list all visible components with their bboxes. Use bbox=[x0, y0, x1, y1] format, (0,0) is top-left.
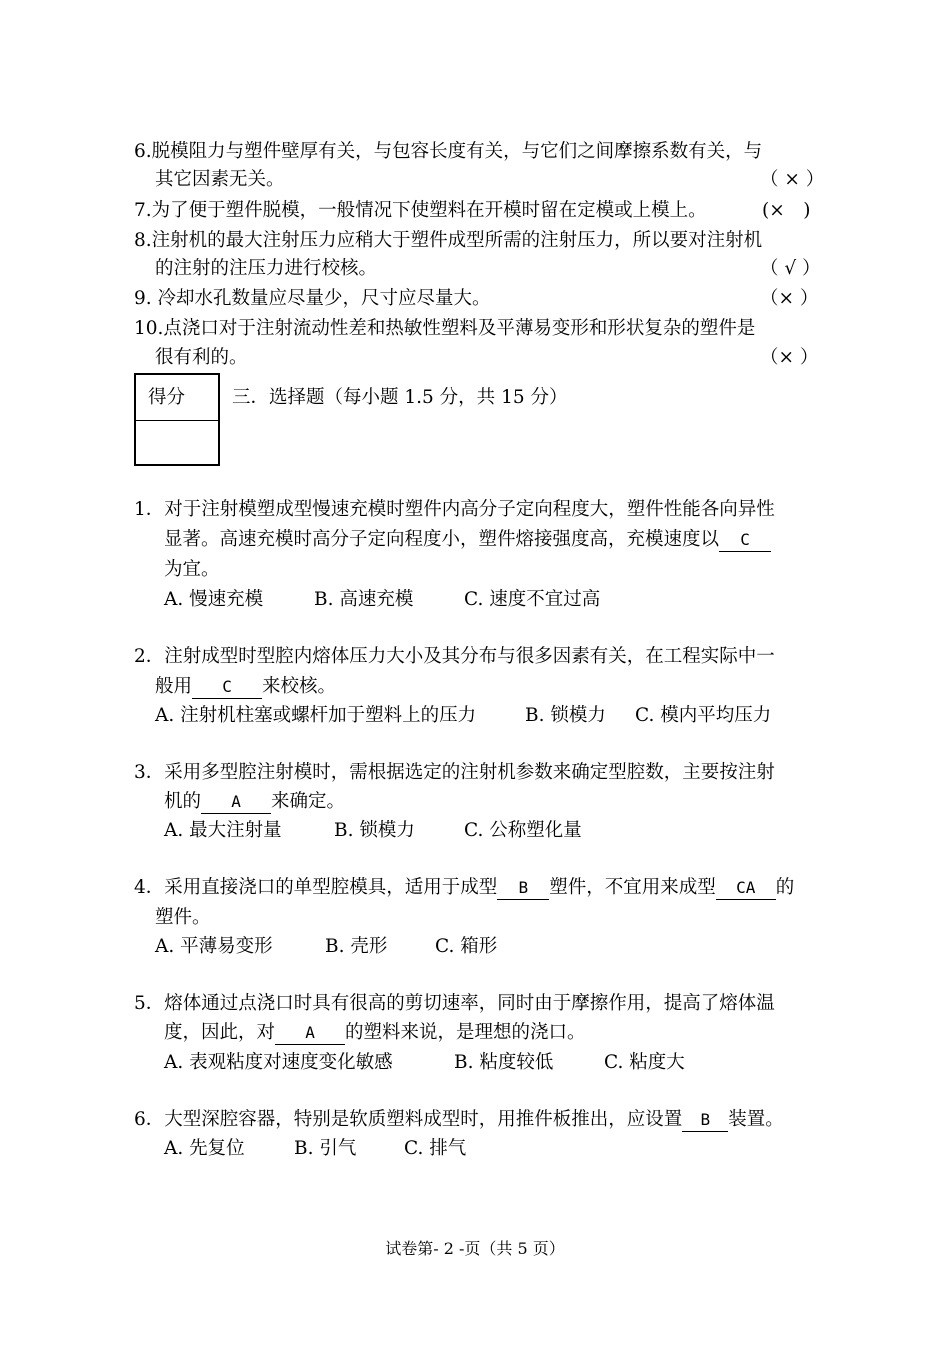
choice-q1-line3: 为宜。 bbox=[164, 559, 220, 580]
choice-q1-option-c: C. 速度不宜过高 bbox=[464, 589, 601, 610]
choice-q6-text: 6．大型深腔容器，特别是软质塑料成型时，用推件板推出，应设置 bbox=[134, 1109, 683, 1130]
choice-q6-option-b: B. 引气 bbox=[294, 1138, 357, 1159]
choice-q2-answer: C bbox=[192, 676, 262, 699]
choice-q4-option-a: A. 平薄易变形 bbox=[155, 936, 273, 957]
choice-q6-options bbox=[164, 1137, 466, 1161]
judgment-q8-line1: 8.注射机的最大注射压力应稍大于塑件成型所需的注射压力，所以要对注射机 bbox=[134, 230, 763, 251]
choice-q6-text-end: 装置。 bbox=[728, 1109, 784, 1130]
choice-q1-answer: C bbox=[719, 529, 771, 552]
choice-q1-text: 显著。高速充模时高分子定向程度小，塑件熔接强度高，充模速度以 bbox=[164, 529, 720, 550]
choice-q3-text-end: 来确定。 bbox=[271, 791, 346, 812]
judgment-q10-mark: （× ） bbox=[760, 347, 819, 368]
choice-q4-option-b: B. 壳形 bbox=[325, 936, 388, 957]
choice-q5-line1: 5．熔体通过点浇口时具有很高的剪切速率，同时由于摩擦作用，提高了熔体温 bbox=[134, 993, 775, 1014]
choice-q5-line2 bbox=[164, 1021, 586, 1045]
score-box-label: 得分 bbox=[136, 375, 218, 421]
choice-q3-option-a: A. 最大注射量 bbox=[164, 820, 282, 841]
choice-q3-line2 bbox=[164, 790, 345, 814]
score-box bbox=[134, 373, 220, 466]
choice-q5-text-end: 的塑料来说，是理想的浇口。 bbox=[345, 1022, 586, 1043]
judgment-q8-line2: 的注射的注压力进行校核。 bbox=[155, 258, 378, 279]
choice-q5-options bbox=[164, 1051, 685, 1075]
choice-q2-option-c: C. 模内平均压力 bbox=[635, 705, 772, 726]
judgment-q9-mark: （× ） bbox=[760, 288, 819, 309]
choice-q2-line2 bbox=[155, 675, 336, 699]
choice-q4-line1 bbox=[134, 876, 794, 900]
judgment-q6-line1: 6.脱模阻力与塑件壁厚有关，与包容长度有关，与它们之间摩擦系数有关，与 bbox=[134, 141, 763, 162]
choice-q1-line1: 1．对于注射模塑成型慢速充模时塑件内高分子定向程度大，塑件性能各向异性 bbox=[134, 499, 775, 520]
choice-q1-line2 bbox=[164, 528, 771, 552]
choice-q6-line1 bbox=[134, 1108, 784, 1132]
judgment-q9-line1: 9. 冷却水孔数量应尽量少，尺寸应尽量大。 bbox=[134, 288, 491, 309]
choice-q4-option-c: C. 箱形 bbox=[435, 936, 498, 957]
judgment-q10-line1: 10.点浇口对于注射流动性差和热敏性塑料及平薄易变形和形状复杂的塑件是 bbox=[134, 318, 756, 339]
score-box-entry[interactable] bbox=[136, 421, 218, 464]
choice-q2-text: 般用 bbox=[155, 676, 193, 697]
choice-q4-text-end: 的 bbox=[775, 877, 795, 898]
choice-q5-option-c: C. 粘度大 bbox=[604, 1052, 685, 1073]
section3-title: 三．选择题（每小题 1.5 分，共 15 分） bbox=[232, 387, 568, 408]
choice-q2-text-end: 来校核。 bbox=[262, 676, 337, 697]
choice-q6-option-a: A. 先复位 bbox=[164, 1138, 245, 1159]
choice-q5-option-a: A. 表观粘度对速度变化敏感 bbox=[164, 1052, 393, 1073]
judgment-q7-mark: (× ) bbox=[762, 200, 811, 221]
choice-q1-option-b: B. 高速充模 bbox=[314, 589, 414, 610]
page-footer: 试卷第- 2 -页（共 5 页） bbox=[385, 1239, 565, 1258]
judgment-q10-line2: 很有利的。 bbox=[155, 347, 248, 368]
choice-q3-options bbox=[164, 819, 582, 843]
choice-q1-option-a: A. 慢速充模 bbox=[164, 589, 264, 610]
choice-q3-answer: A bbox=[201, 791, 271, 814]
choice-q1-options bbox=[164, 588, 600, 612]
choice-q4-answer2: CA bbox=[716, 877, 776, 900]
judgment-q6-line2: 其它因素无关。 bbox=[155, 169, 285, 190]
choice-q3-option-c: C. 公称塑化量 bbox=[464, 820, 582, 841]
choice-q5-option-b: B. 粘度较低 bbox=[454, 1052, 554, 1073]
choice-q4-text: 4．采用直接浇口的单型腔模具，适用于成型 bbox=[134, 877, 498, 898]
choice-q6-option-c: C. 排气 bbox=[404, 1138, 467, 1159]
choice-q2-option-a: A. 注射机柱塞或螺杆加于塑料上的压力 bbox=[155, 705, 477, 726]
choice-q3-text: 机的 bbox=[164, 791, 202, 812]
choice-q5-text: 度，因此，对 bbox=[164, 1022, 276, 1043]
choice-q5-answer: A bbox=[275, 1022, 345, 1045]
choice-q4-text-mid: 塑件，不宜用来成型 bbox=[549, 877, 716, 898]
choice-q2-option-b: B. 锁模力 bbox=[525, 705, 606, 726]
judgment-q8-mark: （ √ ） bbox=[760, 258, 821, 279]
choice-q4-line2: 塑件。 bbox=[155, 907, 211, 928]
choice-q4-options bbox=[155, 935, 497, 959]
choice-q3-option-b: B. 锁模力 bbox=[334, 820, 415, 841]
choice-q6-answer: B bbox=[682, 1109, 728, 1132]
choice-q3-line1: 3．采用多型腔注射模时，需根据选定的注射机参数来确定型腔数，主要按注射 bbox=[134, 762, 775, 783]
choice-q2-line1: 2．注射成型时型腔内熔体压力大小及其分布与很多因素有关，在工程实际中一 bbox=[134, 646, 775, 667]
judgment-q6-mark: （ × ） bbox=[760, 169, 825, 190]
choice-q2-options bbox=[155, 704, 771, 728]
judgment-q7-line1: 7.为了便于塑件脱模，一般情况下使塑料在开模时留在定模或上模上。 bbox=[134, 200, 707, 221]
choice-q4-answer1: B bbox=[497, 877, 549, 900]
